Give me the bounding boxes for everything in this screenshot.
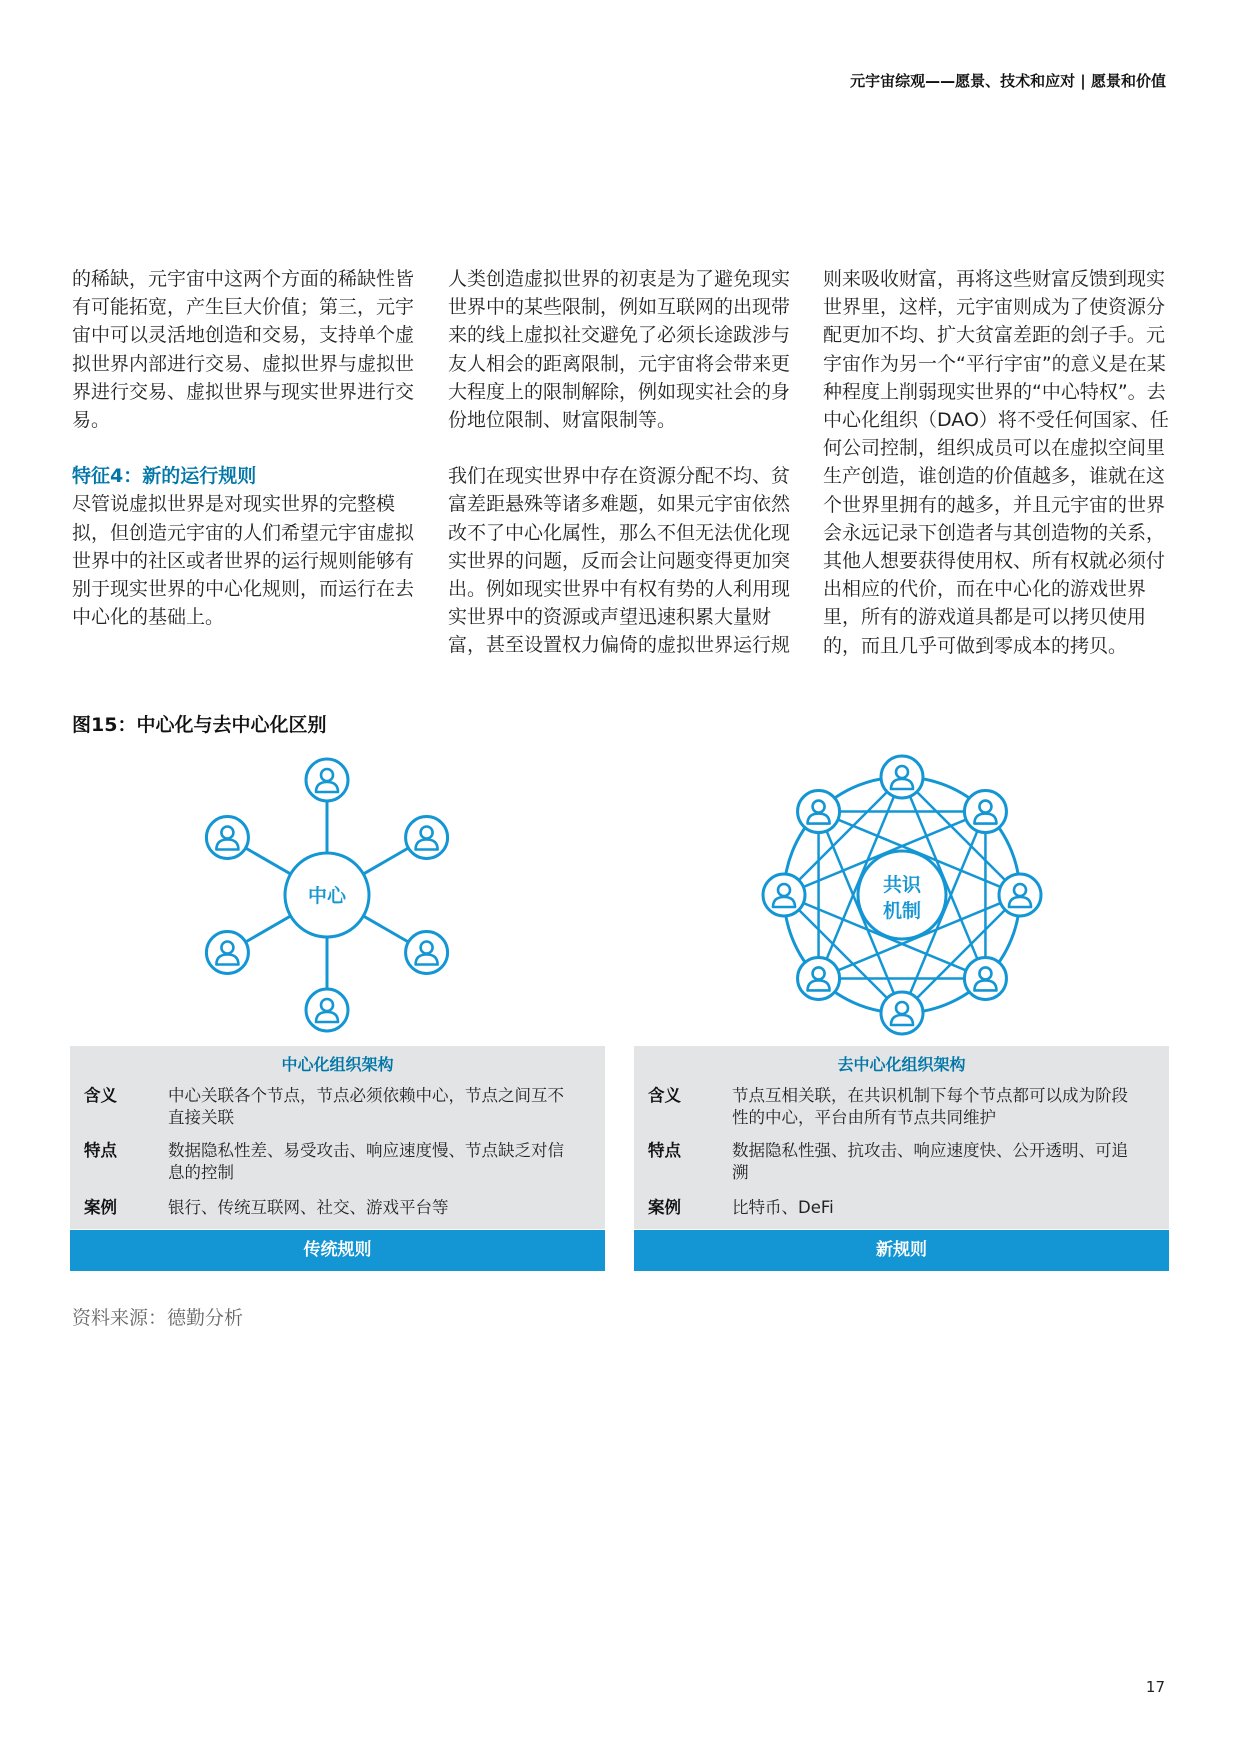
row-label: 案例	[84, 1198, 117, 1217]
paragraph: 则来吸收财富，再将这些财富反馈到现实世界里，这样，元宇宙则成为了使资源分配更加不均、扩大贫富差距的刽子手。元宇宙作为另一个“平行宇宙”的意义是在某种程度上削弱现实世界的“中心特权”。去中心化组织（DAO）将不受任何国家、任何公司控制，组织成员可以在虚拟空间里生产创造，谁创造的价值越多，谁就在这个世界里拥有的越多，并且元宇宙的世界会永远记录下创造者与其创造物的关系，其他人想要获得使用权、所有权就必须付出相应的代价，而在中心化的游戏世界里，所有的游戏道具都是可以拷贝使用的，而且几乎可做到零成本的拷贝。	[823, 268, 1169, 657]
paragraph: 我们在现实世界中存在资源分配不均、贫富差距悬殊等诸多难题，如果元宇宙依然改不了中心化属性，那么不但无法优化现实世界的问题，反而会让问题变得更加突出。例如现实世界中有权有势的人利用现实世界中的资源或声望迅速积累大量财富，甚至设置权力偏倚的虚拟世界运行规	[448, 465, 791, 657]
decentralized-panel	[634, 1046, 1169, 1229]
person-icon	[406, 817, 448, 859]
panel-title: 去中心化组织架构	[837, 1055, 966, 1074]
row-label: 特点	[84, 1141, 117, 1160]
person-icon	[881, 756, 923, 798]
person-icon	[306, 759, 348, 801]
decentralized-diagram	[763, 756, 1041, 1034]
row-label: 特点	[648, 1141, 681, 1160]
row-value: 节点互相关联，在共识机制下每个节点都可以成为阶段性的中心，平台由所有节点共同维护	[732, 1086, 1128, 1127]
center-label: 中心	[307, 885, 347, 907]
person-icon	[964, 791, 1006, 833]
centralized-diagram	[206, 759, 447, 1031]
center-label-line1: 共识	[882, 874, 922, 896]
person-icon	[406, 932, 448, 974]
paragraph: 的稀缺，元宇宙中这两个方面的稀缺性皆有可能拓宽，产生巨大价值；第三，元宇宙中可以灵活地创造和交易，支持单个虚拟世界内部进行交易、虚拟世界与虚拟世界进行交易、虚拟世界与现实世界进行交易。	[72, 268, 415, 432]
source-note: 资料来源：德勤分析	[72, 1307, 244, 1329]
person-icon	[206, 932, 248, 974]
running-header: 元宇宙综观——愿景、技术和应对 | 愿景和价值	[850, 72, 1166, 90]
row-label: 含义	[648, 1086, 681, 1105]
row-value: 中心关联各个节点，节点必须依赖中心，节点之间互不直接关联	[168, 1086, 564, 1127]
row-label: 案例	[648, 1198, 681, 1217]
new-rules-banner: 新规则	[634, 1230, 1169, 1271]
figure-title: 图15：中心化与去中心化区别	[72, 714, 327, 736]
row-value: 数据隐私性差、易受攻击、响应速度慢、节点缺乏对信息的控制	[168, 1141, 564, 1182]
person-icon	[798, 957, 840, 999]
row-value: 数据隐私性强、抗攻击、响应速度快、公开透明、可追溯	[732, 1141, 1128, 1182]
section-heading: 特征4：新的运行规则	[72, 465, 257, 488]
center-label-line2: 机制	[882, 900, 922, 922]
row-label: 含义	[84, 1086, 117, 1105]
person-icon	[881, 992, 923, 1034]
person-icon	[306, 989, 348, 1031]
person-icon	[206, 817, 248, 859]
row-value: 比特币、DeFi	[732, 1198, 834, 1217]
person-icon	[763, 874, 805, 916]
person-icon	[964, 957, 1006, 999]
person-icon	[999, 874, 1041, 916]
page-number: 17	[1145, 1678, 1165, 1696]
row-value: 银行、传统互联网、社交、游戏平台等	[168, 1198, 449, 1217]
paragraph: 人类创造虚拟世界的初衷是为了避免现实世界中的某些限制，例如互联网的出现带来的线上虚拟社交避免了必须长途跋涉与友人相会的距离限制，元宇宙将会带来更大程度上的限制解除，例如现实社会的身份地位限制、财富限制等。	[448, 268, 791, 432]
panel-title: 中心化组织架构	[281, 1055, 394, 1074]
traditional-rules-banner: 传统规则	[70, 1230, 605, 1271]
centralized-panel	[70, 1046, 605, 1229]
person-icon	[798, 791, 840, 833]
paragraph: 尽管说虚拟世界是对现实世界的完整模拟，但创造元宇宙的人们希望元宇宙虚拟世界中的社区或者世界的运行规则能够有别于现实世界的中心化规则，而运行在去中心化的基础上。	[72, 493, 415, 629]
